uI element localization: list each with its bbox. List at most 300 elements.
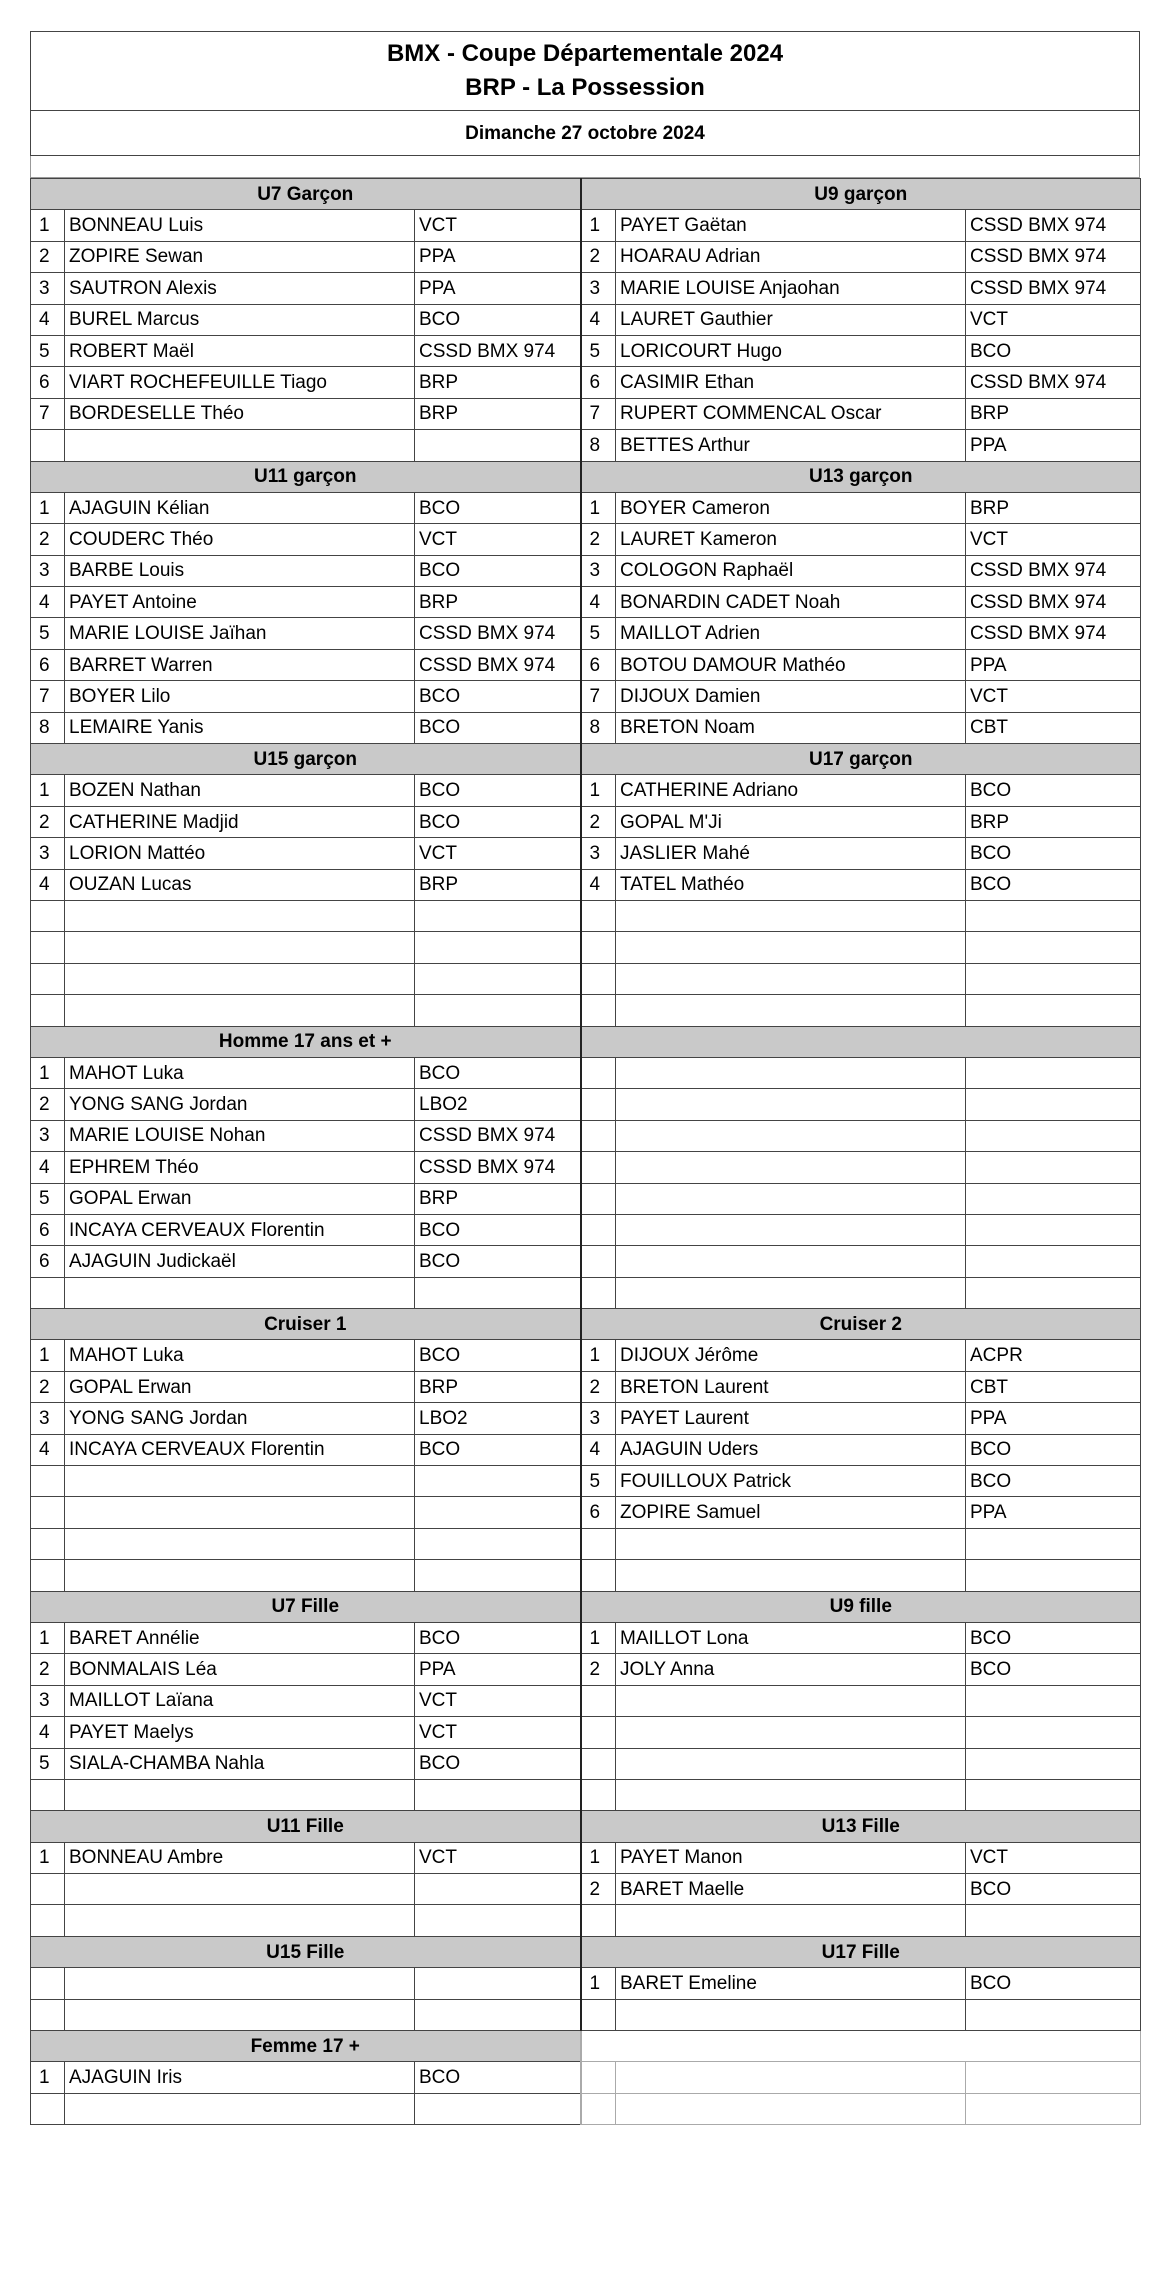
right-club-cell [966,2062,1141,2093]
left-category-title: U11 garçon [31,461,581,492]
right-rider-name-cell: AJAGUIN Uders [616,1434,966,1465]
right-club-cell: BRP [966,806,1141,837]
right-club-cell: CSSD BMX 974 [966,273,1141,304]
table-row [31,1403,1141,1434]
left-club-cell: VCT [415,210,581,241]
left-club-cell: VCT [415,524,581,555]
right-club-cell [966,1152,1141,1183]
right-category-title: U9 garçon [581,179,1141,210]
right-club-cell [966,1717,1141,1748]
left-rider-name-cell: BARBE Louis [65,555,415,586]
table-row [31,430,1141,461]
left-category-title: Cruiser 1 [31,1309,581,1340]
left-club-cell [415,430,581,461]
right-rider-name-cell [616,1528,966,1559]
table-row [31,869,1141,900]
right-club-cell [966,1905,1141,1936]
left-rider-name-cell: GOPAL Erwan [65,1371,415,1402]
table-row [31,1277,1141,1308]
left-rank-cell [31,995,65,1026]
right-club-cell [966,1089,1141,1120]
right-rank-cell [581,900,616,931]
left-rank-cell: 3 [31,273,65,304]
left-club-cell: PPA [415,241,581,272]
left-club-cell: CSSD BMX 974 [415,1152,581,1183]
left-club-cell: CSSD BMX 974 [415,335,581,366]
right-rank-cell: 7 [581,681,616,712]
right-rank-cell [581,1277,616,1308]
right-rider-name-cell: PAYET Gaëtan [616,210,966,241]
left-club-cell [415,963,581,994]
event-date: Dimanche 27 octobre 2024 [30,111,1140,156]
right-rider-name-cell [616,963,966,994]
right-rider-name-cell: BRETON Laurent [616,1371,966,1402]
right-rider-name-cell: FOUILLOUX Patrick [616,1466,966,1497]
table-row [31,1340,1141,1371]
table-row [31,649,1141,680]
right-rank-cell: 5 [581,335,616,366]
right-rider-name-cell [616,1214,966,1245]
left-club-cell: BRP [415,398,581,429]
left-rider-name-cell: YONG SANG Jordan [65,1403,415,1434]
category-header-row [31,461,1141,492]
spacer-row [30,156,1140,178]
left-club-cell [415,1466,581,1497]
right-category-title: U9 fille [581,1591,1141,1622]
left-rank-cell: 4 [31,1717,65,1748]
left-club-cell: CSSD BMX 974 [415,649,581,680]
right-rank-cell: 1 [581,1340,616,1371]
right-rider-name-cell: ZOPIRE Samuel [616,1497,966,1528]
right-rider-name-cell [616,1905,966,1936]
right-rider-name-cell [616,1152,966,1183]
left-rider-name-cell [65,1560,415,1591]
right-rider-name-cell: MAILLOT Adrien [616,618,966,649]
right-club-cell: CSSD BMX 974 [966,587,1141,618]
right-rider-name-cell [616,2062,966,2093]
right-club-cell [966,1528,1141,1559]
left-rank-cell: 6 [31,649,65,680]
right-club-cell [966,1183,1141,1214]
left-rank-cell: 5 [31,1748,65,1779]
right-category-title: U17 Fille [581,1936,1141,1967]
title-box [30,31,1140,111]
right-rider-name-cell: COLOGON Raphaël [616,555,966,586]
right-club-cell: BCO [966,335,1141,366]
left-rider-name-cell: BONNEAU Ambre [65,1842,415,1873]
left-club-cell [415,1528,581,1559]
right-rank-cell: 5 [581,618,616,649]
table-row [31,587,1141,618]
right-club-cell: CBT [966,712,1141,743]
table-row [31,1685,1141,1716]
right-rider-name-cell [616,1717,966,1748]
left-rank-cell: 1 [31,775,65,806]
left-rider-name-cell [65,1999,415,2030]
left-rider-name-cell: PAYET Antoine [65,587,415,618]
table-row [31,712,1141,743]
left-category-title: U15 garçon [31,744,581,775]
table-row [31,273,1141,304]
left-club-cell [415,1560,581,1591]
right-rank-cell: 3 [581,838,616,869]
left-rider-name-cell [65,1466,415,1497]
left-category-title: Homme 17 ans et + [31,1026,581,1057]
left-rank-cell: 1 [31,2062,65,2093]
right-club-cell: BCO [966,1654,1141,1685]
right-club-cell: BCO [966,775,1141,806]
left-rank-cell [31,1779,65,1810]
right-rider-name-cell: BRETON Noam [616,712,966,743]
left-rank-cell: 4 [31,304,65,335]
right-rank-cell [581,1528,616,1559]
left-club-cell: VCT [415,838,581,869]
category-header-row [31,1026,1141,1057]
right-rank-cell [581,1246,616,1277]
right-club-cell: CSSD BMX 974 [966,618,1141,649]
left-rank-cell: 2 [31,806,65,837]
left-rider-name-cell: ROBERT Maël [65,335,415,366]
left-rider-name-cell [65,932,415,963]
right-club-cell [966,900,1141,931]
left-rider-name-cell: BOYER Lilo [65,681,415,712]
category-header-row [31,1936,1141,1967]
table-row [31,1497,1141,1528]
left-club-cell: BRP [415,587,581,618]
left-rider-name-cell: EPHREM Théo [65,1152,415,1183]
table-row [31,524,1141,555]
left-rank-cell [31,1999,65,2030]
right-rank-cell [581,1214,616,1245]
left-club-cell: BRP [415,1371,581,1402]
right-rider-name-cell: GOPAL M'Ji [616,806,966,837]
left-rider-name-cell: LEMAIRE Yanis [65,712,415,743]
left-rank-cell [31,2093,65,2124]
left-club-cell [415,1277,581,1308]
right-club-cell: CBT [966,1371,1141,1402]
left-rank-cell [31,932,65,963]
right-rank-cell: 1 [581,492,616,523]
left-club-cell: BCO [415,1057,581,1088]
left-rank-cell [31,963,65,994]
right-club-cell [966,1277,1141,1308]
left-club-cell: BCO [415,2062,581,2093]
left-club-cell: BCO [415,304,581,335]
right-rank-cell: 2 [581,241,616,272]
left-rider-name-cell: YONG SANG Jordan [65,1089,415,1120]
left-rider-name-cell [65,1497,415,1528]
right-rank-cell: 1 [581,1622,616,1653]
right-club-cell: VCT [966,304,1141,335]
left-rider-name-cell [65,1968,415,1999]
left-rider-name-cell [65,1528,415,1559]
right-rider-name-cell [616,1089,966,1120]
right-rank-cell: 1 [581,775,616,806]
right-rider-name-cell: TATEL Mathéo [616,869,966,900]
table-row [31,555,1141,586]
left-club-cell: BCO [415,1340,581,1371]
left-club-cell: VCT [415,1842,581,1873]
table-row [31,1120,1141,1151]
left-club-cell: CSSD BMX 974 [415,618,581,649]
right-rank-cell: 1 [581,1968,616,1999]
left-club-cell: PPA [415,273,581,304]
right-rider-name-cell [616,1246,966,1277]
left-rank-cell [31,1528,65,1559]
right-rank-cell: 6 [581,367,616,398]
left-rider-name-cell: MAHOT Luka [65,1057,415,1088]
table-row [31,1057,1141,1088]
left-rider-name-cell: INCAYA CERVEAUX Florentin [65,1214,415,1245]
right-rank-cell: 4 [581,1434,616,1465]
left-rank-cell: 2 [31,1371,65,1402]
right-club-cell [966,1560,1141,1591]
right-rank-cell: 2 [581,1371,616,1402]
right-rank-cell: 6 [581,649,616,680]
right-rank-cell [581,1560,616,1591]
left-rider-name-cell: LORION Mattéo [65,838,415,869]
left-rider-name-cell: BONMALAIS Léa [65,1654,415,1685]
left-rider-name-cell: AJAGUIN Judickaël [65,1246,415,1277]
category-header-row [31,2031,1141,2062]
right-club-cell: BCO [966,1434,1141,1465]
right-club-cell [966,1685,1141,1716]
right-rider-name-cell: MARIE LOUISE Anjaohan [616,273,966,304]
left-rank-cell: 5 [31,1183,65,1214]
right-rank-cell [581,1183,616,1214]
left-rider-name-cell [65,1277,415,1308]
table-row [31,681,1141,712]
left-rank-cell: 1 [31,1622,65,1653]
left-category-title: U11 Fille [31,1811,581,1842]
left-club-cell: LBO2 [415,1089,581,1120]
right-category-title [581,1026,1141,1057]
right-rank-cell [581,1779,616,1810]
left-club-cell: VCT [415,1717,581,1748]
table-row [31,1371,1141,1402]
right-rank-cell [581,1999,616,2030]
right-rank-cell [581,2062,616,2093]
left-club-cell [415,1874,581,1905]
right-club-cell [966,1214,1141,1245]
right-rank-cell: 4 [581,304,616,335]
left-rider-name-cell [65,1905,415,1936]
left-rank-cell: 6 [31,1214,65,1245]
left-club-cell: BCO [415,1748,581,1779]
table-row [31,775,1141,806]
table-row [31,1183,1141,1214]
left-club-cell: BCO [415,681,581,712]
right-club-cell [966,963,1141,994]
event-title: BMX - Coupe Départementale 2024 [386,40,784,67]
right-rider-name-cell: LAURET Kameron [616,524,966,555]
left-rank-cell: 7 [31,681,65,712]
left-club-cell: BRP [415,869,581,900]
left-club-cell: LBO2 [415,1403,581,1434]
left-club-cell: BCO [415,775,581,806]
right-rank-cell [581,2093,616,2124]
table-row [31,618,1141,649]
right-rank-cell [581,1685,616,1716]
table-row [31,1152,1141,1183]
right-club-cell: VCT [966,681,1141,712]
left-rider-name-cell [65,1779,415,1810]
right-rider-name-cell [616,900,966,931]
right-rank-cell: 4 [581,869,616,900]
left-rank-cell: 4 [31,1152,65,1183]
left-rank-cell [31,1560,65,1591]
left-club-cell [415,1905,581,1936]
left-rank-cell: 8 [31,712,65,743]
left-club-cell [415,932,581,963]
right-rider-name-cell: JOLY Anna [616,1654,966,1685]
left-rider-name-cell: MARIE LOUISE Jaïhan [65,618,415,649]
left-rank-cell [31,1874,65,1905]
table-row [31,1654,1141,1685]
right-club-cell [966,1120,1141,1151]
left-rider-name-cell: BORDESELLE Théo [65,398,415,429]
right-rider-name-cell: BOYER Cameron [616,492,966,523]
table-row [31,1089,1141,1120]
right-club-cell: CSSD BMX 974 [966,555,1141,586]
left-rider-name-cell: MAHOT Luka [65,1340,415,1371]
right-rank-cell [581,1748,616,1779]
left-club-cell: PPA [415,1654,581,1685]
left-rider-name-cell: COUDERC Théo [65,524,415,555]
left-rank-cell: 6 [31,1246,65,1277]
left-club-cell [415,995,581,1026]
results-sheet [30,31,1140,2125]
category-header-row [31,179,1141,210]
table-row [31,1748,1141,1779]
left-rank-cell: 3 [31,1403,65,1434]
left-rank-cell [31,900,65,931]
left-rank-cell [31,1497,65,1528]
left-club-cell [415,1497,581,1528]
right-rank-cell: 6 [581,1497,616,1528]
right-rider-name-cell: PAYET Manon [616,1842,966,1873]
left-rank-cell: 4 [31,587,65,618]
right-rider-name-cell: JASLIER Mahé [616,838,966,869]
table-row [31,2093,1141,2124]
left-rank-cell: 1 [31,1340,65,1371]
left-rider-name-cell: BARRET Warren [65,649,415,680]
left-rider-name-cell: GOPAL Erwan [65,1183,415,1214]
left-rank-cell [31,1968,65,1999]
left-club-cell [415,2093,581,2124]
right-rank-cell [581,1152,616,1183]
left-category-title: U15 Fille [31,1936,581,1967]
left-rider-name-cell: BONNEAU Luis [65,210,415,241]
left-club-cell: BRP [415,1183,581,1214]
table-row [31,1999,1141,2030]
left-club-cell: BCO [415,806,581,837]
right-rider-name-cell: CASIMIR Ethan [616,367,966,398]
left-rank-cell: 2 [31,1654,65,1685]
table-row [31,1466,1141,1497]
right-rider-name-cell [616,2093,966,2124]
right-rank-cell: 2 [581,524,616,555]
table-row [31,806,1141,837]
right-rider-name-cell: HOARAU Adrian [616,241,966,272]
left-rank-cell: 3 [31,1685,65,1716]
right-club-cell [966,1999,1141,2030]
left-rider-name-cell [65,963,415,994]
right-category-title: U13 Fille [581,1811,1141,1842]
right-rank-cell: 2 [581,1874,616,1905]
left-category-title: U7 Garçon [31,179,581,210]
left-club-cell: BCO [415,1214,581,1245]
right-club-cell: PPA [966,649,1141,680]
right-rider-name-cell: DIJOUX Damien [616,681,966,712]
right-rank-cell: 2 [581,806,616,837]
right-rider-name-cell [616,1183,966,1214]
right-rider-name-cell: LORICOURT Hugo [616,335,966,366]
left-rider-name-cell: BARET Annélie [65,1622,415,1653]
left-rider-name-cell: MAILLOT Laïana [65,1685,415,1716]
right-rider-name-cell [616,1779,966,1810]
right-rider-name-cell [616,995,966,1026]
table-row [31,1622,1141,1653]
table-row [31,1968,1141,1999]
left-rider-name-cell: PAYET Maelys [65,1717,415,1748]
right-club-cell: ACPR [966,1340,1141,1371]
right-category-title: U13 garçon [581,461,1141,492]
left-rank-cell [31,1466,65,1497]
left-rank-cell: 3 [31,838,65,869]
table-row [31,210,1141,241]
left-rider-name-cell [65,430,415,461]
left-rider-name-cell: INCAYA CERVEAUX Florentin [65,1434,415,1465]
table-row [31,1779,1141,1810]
left-rider-name-cell: CATHERINE Madjid [65,806,415,837]
right-club-cell: VCT [966,524,1141,555]
left-rank-cell: 2 [31,524,65,555]
right-rider-name-cell [616,1120,966,1151]
right-rider-name-cell: MAILLOT Lona [616,1622,966,1653]
right-club-cell: PPA [966,1403,1141,1434]
left-rank-cell: 1 [31,210,65,241]
table-row [31,335,1141,366]
left-rider-name-cell: AJAGUIN Iris [65,2062,415,2093]
table-row [31,1214,1141,1245]
left-rank-cell [31,1905,65,1936]
right-rider-name-cell [616,1057,966,1088]
table-row [31,1528,1141,1559]
right-club-cell: BCO [966,1874,1141,1905]
left-rank-cell: 4 [31,1434,65,1465]
left-club-cell [415,1999,581,2030]
right-club-cell: BRP [966,492,1141,523]
right-club-cell: BRP [966,398,1141,429]
right-rank-cell [581,1089,616,1120]
left-club-cell [415,1779,581,1810]
category-header-row [31,744,1141,775]
right-rank-cell: 1 [581,210,616,241]
right-rider-name-cell [616,1277,966,1308]
right-rider-name-cell: LAURET Gauthier [616,304,966,335]
right-club-cell [966,1246,1141,1277]
right-rank-cell: 1 [581,1842,616,1873]
right-rank-cell: 4 [581,587,616,618]
right-rider-name-cell [616,1560,966,1591]
right-category-title: Cruiser 2 [581,1309,1141,1340]
table-row [31,995,1141,1026]
right-rank-cell: 7 [581,398,616,429]
table-row [31,838,1141,869]
right-club-cell: BCO [966,1466,1141,1497]
right-category-title: U17 garçon [581,744,1141,775]
